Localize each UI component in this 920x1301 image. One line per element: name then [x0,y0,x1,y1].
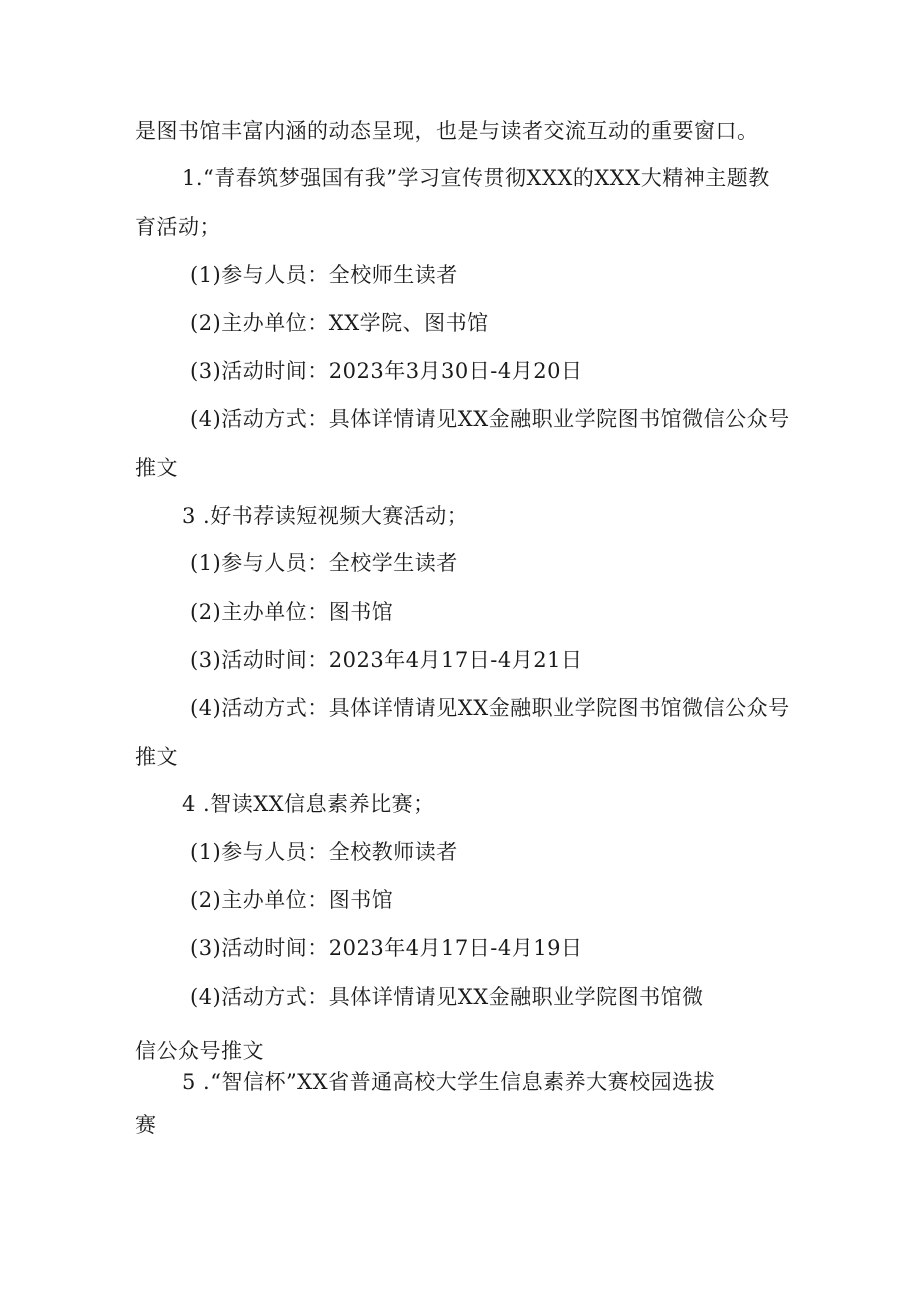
item3-method-cont: 推文 [135,745,178,769]
item3-time: (3)活动时间：2023年4月17日-4月21日 [190,648,583,672]
item1-organizer: (2)主办单位：XX学院、图书馆 [190,311,489,335]
item4-organizer: (2)主办单位：图书馆 [190,888,394,912]
item1-heading-cont: 育活动； [135,215,221,239]
item1-method: (4)活动方式：具体详情请见XX金融职业学院图书馆微信公众号 [190,407,790,431]
item1-method-cont: 推文 [135,456,178,480]
item4-heading: 4 .智读XX信息素养比赛； [182,792,435,816]
item4-method-cont: 信公众号推文 [135,1039,264,1063]
item4-method: (4)活动方式：具体详情请见XX金融职业学院图书馆微 [190,985,704,1009]
item3-method: (4)活动方式：具体详情请见XX金融职业学院图书馆微信公众号 [190,696,790,720]
item1-heading: 1.“青春筑梦强国有我”学习宣传贯彻XXX的XXX大精神主题教 [182,166,770,190]
item3-organizer: (2)主办单位：图书馆 [190,600,394,624]
intro-tail-text: 是图书馆丰富内涵的动态呈现，也是与读者交流互动的重要窗口。 [135,119,759,143]
item3-participants: (1)参与人员：全校学生读者 [190,551,458,575]
item3-heading: 3 .好书荐读短视频大赛活动； [182,504,469,528]
item5-heading-cont: 赛 [135,1113,157,1137]
item5-heading: 5 .“智信杯”XX省普通高校大学生信息素养大赛校园选拔 [182,1070,716,1094]
item1-time: (3)活动时间：2023年3月30日-4月20日 [190,359,583,383]
item1-participants: (1)参与人员：全校师生读者 [190,263,458,287]
item4-participants: (1)参与人员：全校教师读者 [190,840,458,864]
item4-time: (3)活动时间：2023年4月17日-4月19日 [190,936,583,960]
